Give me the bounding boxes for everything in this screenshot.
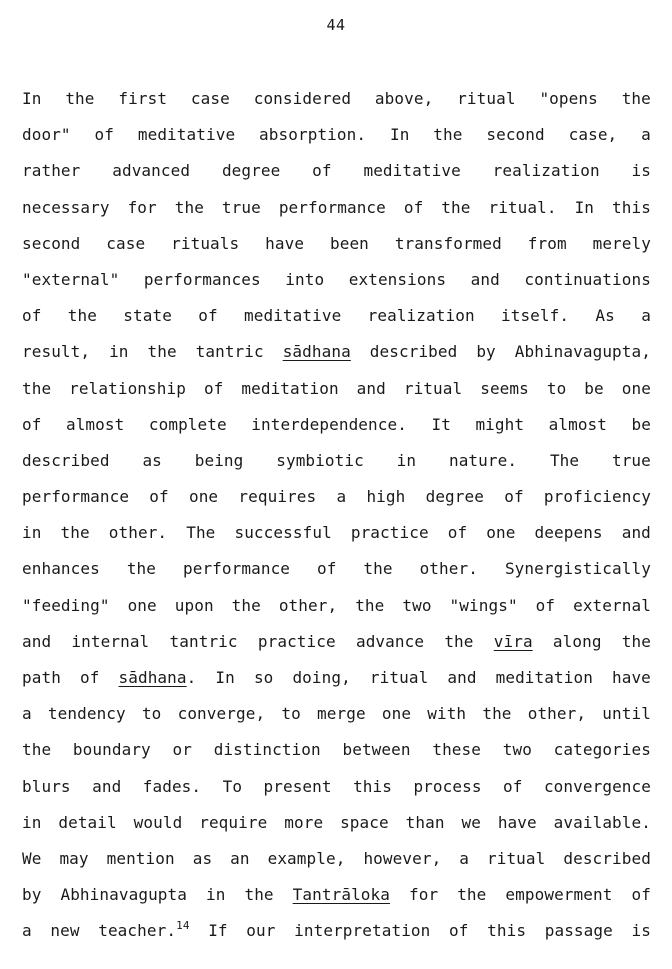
word: of <box>504 487 524 507</box>
word: for <box>127 197 157 217</box>
word: advanced <box>112 161 191 181</box>
word: practice <box>257 631 336 651</box>
word: have <box>265 233 305 253</box>
word: Abhinavagupta, <box>514 342 651 362</box>
text-line <box>22 810 651 846</box>
text-line <box>22 267 651 303</box>
word: ritual <box>403 378 463 398</box>
text-line <box>22 376 651 412</box>
word: these <box>432 740 482 760</box>
word: one <box>188 487 219 507</box>
word: performances <box>143 269 261 289</box>
word: Synergistically <box>504 559 651 579</box>
word: "feeding" <box>22 595 110 615</box>
word: so <box>253 668 274 687</box>
word: a <box>22 704 32 724</box>
word: to <box>141 704 162 724</box>
word: nature. <box>448 450 518 470</box>
word: case, <box>568 125 618 145</box>
word: or <box>172 740 192 760</box>
text-line <box>22 303 651 339</box>
word: of <box>79 668 100 687</box>
word: the <box>621 631 651 651</box>
word: In <box>22 89 42 108</box>
text-line <box>22 195 651 231</box>
word: than <box>405 812 445 832</box>
word: result, <box>22 342 91 362</box>
word: meditative <box>137 125 236 145</box>
word: described <box>22 450 110 470</box>
text-line <box>22 158 651 194</box>
word: Abhinavagupta <box>60 885 187 905</box>
text-line <box>22 231 651 267</box>
word: true <box>611 450 651 470</box>
word: two <box>502 740 532 760</box>
word: might <box>475 414 525 434</box>
text-line <box>22 701 651 737</box>
word: detail <box>58 812 117 832</box>
word: by <box>476 342 496 362</box>
word: of <box>447 523 468 543</box>
word: advance <box>355 631 425 651</box>
word: boundary <box>72 740 151 760</box>
word: proficiency <box>543 487 651 507</box>
italic-term: sādhana <box>282 342 351 362</box>
word: this <box>487 921 527 941</box>
text-line <box>22 122 651 158</box>
word: other. <box>419 559 478 579</box>
word: have <box>611 668 651 687</box>
word: of <box>203 378 224 398</box>
word: the <box>22 740 52 760</box>
word: categories <box>553 740 651 760</box>
word: to <box>546 378 567 398</box>
word: of <box>149 487 169 507</box>
word: to <box>281 704 301 724</box>
word: be <box>631 414 651 434</box>
word: deepens <box>534 523 603 543</box>
word: the <box>441 197 471 217</box>
word: mention <box>106 848 175 868</box>
word: one <box>486 523 516 543</box>
word: and <box>92 776 122 796</box>
word: If <box>208 921 228 941</box>
word: available. <box>553 812 651 832</box>
word: a <box>459 848 470 868</box>
text-line <box>22 448 651 484</box>
word: of <box>535 595 556 615</box>
word: transformed <box>394 233 502 253</box>
word: degree <box>221 161 281 181</box>
word: described <box>563 848 651 868</box>
word: tendency <box>47 704 126 724</box>
word: high <box>366 487 406 507</box>
word: rituals <box>171 233 240 253</box>
word: practice <box>350 523 429 543</box>
text-line <box>22 412 651 448</box>
word: of <box>198 306 218 326</box>
italic-term: sādhana. <box>118 668 197 687</box>
word: described <box>369 342 458 362</box>
word: the <box>22 378 52 398</box>
word: tantric <box>195 342 264 362</box>
word: the <box>67 306 97 326</box>
word: necessary <box>22 197 110 217</box>
word: complete <box>148 414 227 434</box>
word: door" <box>22 125 71 145</box>
word: a <box>641 306 651 326</box>
word: itself. <box>500 306 570 326</box>
word: absorption. <box>259 125 367 145</box>
word: with <box>427 704 467 724</box>
word: the <box>355 595 385 615</box>
word: successful <box>234 523 332 543</box>
word: the <box>457 885 487 905</box>
word: case <box>106 233 146 253</box>
footnote-marker: 14 <box>176 919 190 933</box>
word: and <box>621 523 651 543</box>
word: other. <box>108 523 168 543</box>
word: this <box>353 776 393 796</box>
word: case <box>190 89 230 108</box>
word: distinction <box>213 740 321 760</box>
text-line <box>22 846 651 882</box>
word: interdependence. <box>251 414 407 434</box>
word: meditative <box>244 306 342 326</box>
word: the <box>363 559 393 579</box>
word: in <box>396 450 417 470</box>
word: we <box>461 812 481 832</box>
word: have <box>497 812 537 832</box>
italic-term: Tantrāloka <box>292 885 390 905</box>
word: of <box>22 414 42 434</box>
word: be <box>584 378 604 398</box>
word: one <box>621 378 651 398</box>
text-line <box>22 665 651 701</box>
word: relationship <box>69 378 186 398</box>
word: performance <box>278 197 386 217</box>
word: meditation <box>495 668 593 687</box>
word: ritual. <box>488 197 557 217</box>
word: fades. <box>142 776 202 796</box>
text-line <box>22 629 651 665</box>
word: the <box>60 523 90 543</box>
word: a <box>22 921 32 941</box>
text-line <box>22 556 651 592</box>
word: In <box>574 197 595 217</box>
word: of <box>94 125 114 145</box>
word: internal <box>71 631 150 651</box>
word: ritual <box>457 89 516 108</box>
word: space <box>340 812 389 832</box>
word: almost <box>548 414 608 434</box>
word: the <box>444 631 474 651</box>
text-line <box>22 339 651 375</box>
word: extensions <box>348 269 447 289</box>
word: in <box>109 342 129 362</box>
word: second <box>486 125 545 145</box>
text-line <box>22 918 651 954</box>
word: performance <box>182 559 291 579</box>
word: the <box>126 559 157 579</box>
page-number: 44 <box>326 16 346 34</box>
word: enhances <box>22 559 100 579</box>
word: first <box>118 89 168 108</box>
word: the <box>244 885 274 905</box>
word: an <box>230 848 250 868</box>
word: ritual <box>486 848 546 868</box>
word: of <box>317 559 337 579</box>
word: as <box>192 848 213 868</box>
word: and <box>470 269 500 289</box>
word: the <box>147 342 177 362</box>
word: requires <box>238 487 317 507</box>
word: been <box>329 233 369 253</box>
word: more <box>284 812 324 832</box>
text-line <box>22 593 651 629</box>
text-line <box>22 882 651 918</box>
word: may <box>59 848 89 868</box>
word: second <box>22 233 81 253</box>
word: present <box>263 776 332 796</box>
word: We <box>22 848 42 868</box>
word: considered <box>253 89 352 108</box>
word: between <box>342 740 411 760</box>
word: until <box>602 704 651 724</box>
word: empowerment <box>505 885 613 905</box>
word: being <box>194 450 244 470</box>
word: performance <box>22 487 130 507</box>
word: this <box>612 197 651 217</box>
word: a <box>641 125 651 145</box>
word: ritual <box>369 668 429 687</box>
word: true <box>221 197 261 217</box>
word: one <box>127 595 157 615</box>
word: into <box>285 269 325 289</box>
word: a <box>336 487 347 507</box>
word: process <box>413 776 482 796</box>
word: the <box>433 125 463 145</box>
text-line <box>22 774 651 810</box>
word: new <box>50 921 80 941</box>
word: merely <box>592 233 651 253</box>
word: The <box>549 450 580 470</box>
word: The <box>186 523 216 543</box>
italic-term: vīra <box>493 631 533 651</box>
word: the <box>174 197 204 217</box>
word: symbiotic <box>276 450 364 470</box>
word: merge <box>317 704 366 724</box>
word: is <box>631 161 651 181</box>
word: as <box>142 450 162 470</box>
word: would <box>133 812 183 832</box>
word: In <box>215 668 235 687</box>
word: example, <box>267 848 346 868</box>
word: almost <box>65 414 125 434</box>
word: state <box>123 306 172 326</box>
word: above, <box>374 89 434 108</box>
word: continuations <box>524 269 651 289</box>
word: require <box>199 812 268 832</box>
word: tantric <box>169 631 238 651</box>
word: along <box>552 631 602 651</box>
word: realization <box>367 306 475 326</box>
word: for <box>409 885 439 905</box>
word: however, <box>363 848 442 868</box>
word: convergence <box>543 776 651 796</box>
word: in <box>206 885 226 905</box>
body-paragraph <box>22 86 651 955</box>
word: of <box>503 776 523 796</box>
word: and <box>356 378 386 398</box>
word: the <box>621 89 651 108</box>
word: It <box>431 414 451 434</box>
word: To <box>222 776 243 796</box>
word: seems <box>480 378 529 398</box>
word: As <box>595 306 615 326</box>
word: "wings" <box>449 595 518 615</box>
word: external <box>573 595 651 615</box>
word: two <box>402 595 432 615</box>
word: meditation <box>241 378 339 398</box>
word: interpretation <box>294 921 431 941</box>
word: blurs <box>22 776 71 796</box>
word: doing, <box>292 668 351 687</box>
word: the <box>231 595 261 615</box>
word: one <box>381 704 412 724</box>
word: and <box>22 631 52 651</box>
word: in <box>22 523 42 543</box>
word: our <box>246 921 276 941</box>
word: the <box>65 89 95 108</box>
word: rather <box>22 161 81 181</box>
word: of <box>312 161 332 181</box>
word: of <box>631 885 651 905</box>
word: meditative <box>363 161 461 181</box>
word: of <box>449 921 469 941</box>
word: other, <box>278 595 338 615</box>
word: "opens <box>539 89 598 108</box>
text-line <box>22 737 651 773</box>
word: of <box>403 197 424 217</box>
word: in <box>22 812 42 832</box>
word: from <box>527 233 567 253</box>
text-line <box>22 484 651 520</box>
word: of <box>22 306 42 326</box>
word: In <box>389 125 410 145</box>
word: "external" <box>22 269 120 289</box>
word: by <box>22 885 42 905</box>
text-line <box>22 520 651 556</box>
word: realization <box>492 161 600 181</box>
word: passage <box>544 921 613 941</box>
word: teacher.$^{14}$ <box>98 919 190 941</box>
word: converge, <box>177 704 266 724</box>
text-line <box>22 86 651 122</box>
word: degree <box>425 487 484 507</box>
word: other, <box>527 704 587 724</box>
word: and <box>447 668 477 687</box>
word: upon <box>174 595 214 615</box>
word: the <box>482 704 512 724</box>
word: path <box>22 668 61 687</box>
word: is <box>631 921 651 941</box>
